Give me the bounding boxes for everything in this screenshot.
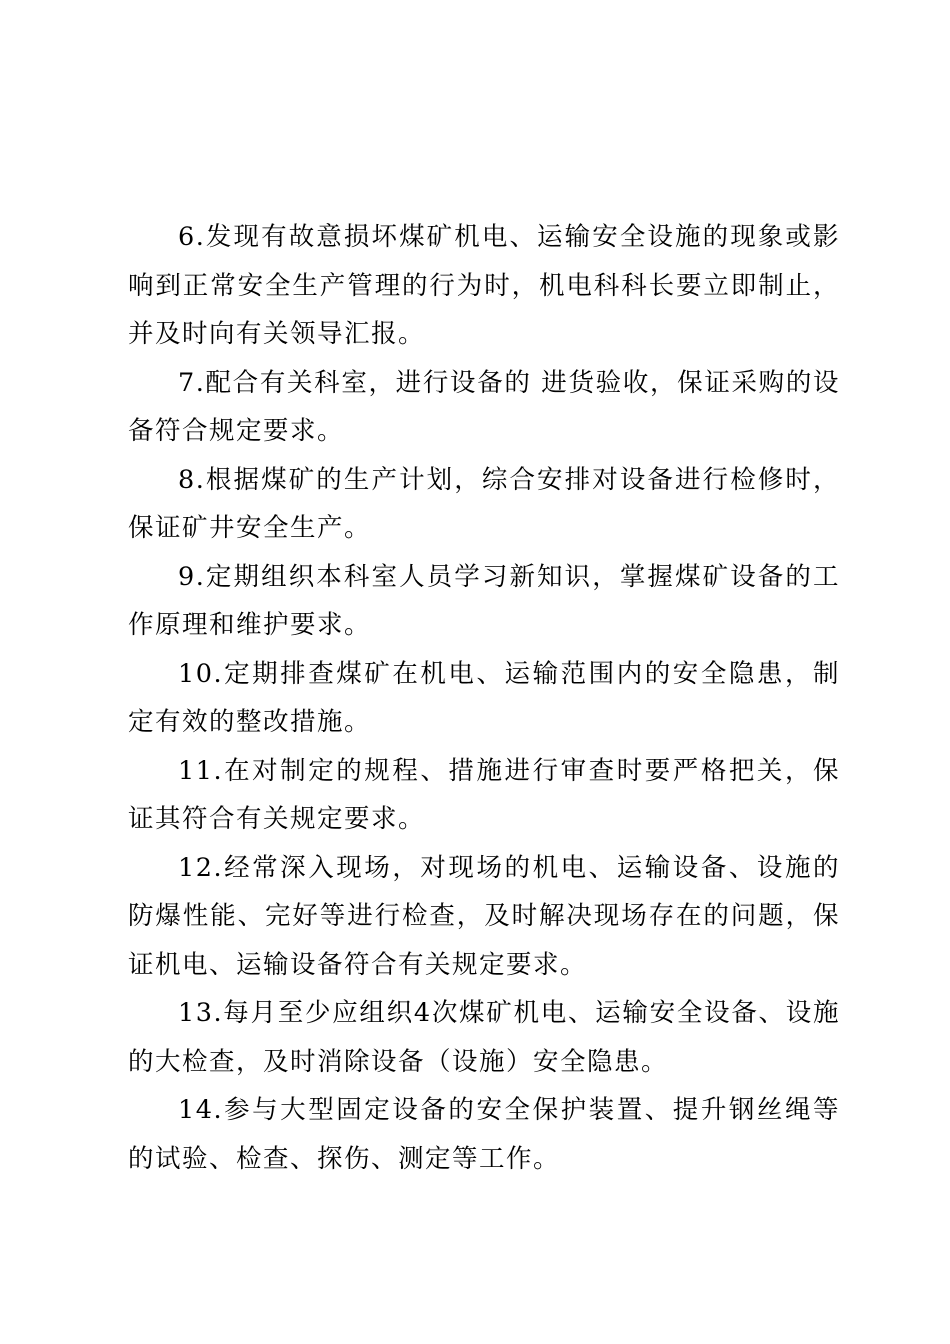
paragraph-item-14: 14.参与大型固定设备的安全保护装置、提升钢丝绳等的试验、检查、探伤、测定等工作。: [128, 1095, 840, 1174]
paragraph-item-11: 11.在对制定的规程、措施进行审查时要严格把关，保证其符合有关规定要求。: [128, 755, 840, 834]
paragraph-item-12: 12.经常深入现场，对现场的机电、运输设备、设施的防爆性能、完好等进行检查，及时解决现场存在的问题，保证机电、运输设备符合有关规定要求。: [128, 852, 840, 980]
document-body: [128, 213, 840, 1183]
paragraph-item-9: 9.定期组织本科室人员学习新知识，掌握煤矿设备的工作原理和维护要求。: [128, 561, 840, 640]
paragraph-item-6: 6.发现有故意损坏煤矿机电、运输安全设施的现象或影响到正常安全生产管理的行为时，机电科科长要立即制止，并及时向有关领导汇报。: [128, 222, 840, 349]
paragraph-item-7: 7.配合有关科室，进行设备的 进货验收，保证采购的设备符合规定要求。: [128, 367, 840, 446]
paragraph-item-10: 10.定期排查煤矿在机电、运输范围内的安全隐患，制定有效的整改措施。: [128, 658, 840, 737]
paragraph-item-13: 13.每月至少应组织4次煤矿机电、运输安全设备、设施的大检查，及时消除设备（设施）安全隐患。: [128, 998, 840, 1077]
paragraph-item-8: 8.根据煤矿的生产计划，综合安排对设备进行检修时，保证矿井安全生产。: [128, 464, 840, 543]
